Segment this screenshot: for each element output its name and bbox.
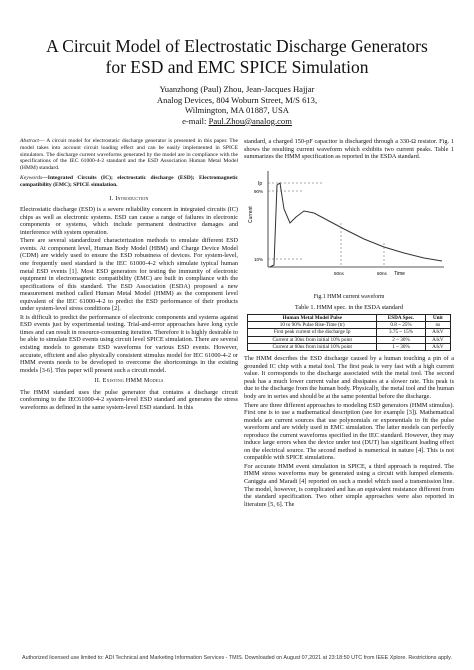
introduction-body: [20, 206, 238, 374]
ip-label: Ip: [258, 180, 263, 187]
y-axis-label: Current: [248, 205, 254, 223]
left-column: [20, 138, 238, 412]
abstract-text: — A circuit model for electrostatic discharge generator is presented in this paper. The model takes into account circuit loading effect and can be easily implemented in SPICE simulators. The discharge current waveforms generated by the model are in compliance with the specifications of the IEC 61000-4-2 standard and the ESD Association Human Metal Model (HMM) standard.: [20, 138, 238, 172]
table-cell: ns: [425, 322, 450, 329]
table-row: [248, 329, 451, 336]
table-row: [248, 343, 451, 350]
table-row: [248, 336, 451, 343]
keywords-text: —Integrated Circuits (IC); electrostatic discharge (ESD); Electromagnetic compatibility (EMC); SPICE simulation.: [20, 174, 238, 188]
table-cell: Current at 30ns from initial 10% point: [248, 336, 377, 343]
table-cell: 2 ~ 30%: [377, 336, 425, 343]
keywords: [20, 175, 238, 189]
intro-paragraph-3: It is difficult to predict the performance of electronic components and systems against ESD events just by experimental testing. Trial-and-error approaches have long cycle times and can result in resource-consuming iteration. Therefore it is highly desirable to be able to simulate ESD events using circuit level SPICE simulation. There are several existing models to generate ESD waveforms for various ESD events. However, accurate, efficient and also physically consistent stimulus model for IEC 61000-4-2 or HMM events needs to be developed to overcome the shortcomings in the existing models [3-6]. This paper will present such a circuit model.: [20, 313, 238, 374]
waveform-plot: [244, 163, 454, 293]
figure-caption: Fig.1 HMM current waveform: [313, 293, 385, 300]
abstract: [20, 138, 238, 172]
intro-paragraph-1: Electrostatic discharge (ESD) is a severe reliability concern in integrated circuits (IC) chips as well as electronic systems. ESD can cause a range of failures in electronic components or systems, which include permanent destructive damages and interference with system operation.: [20, 206, 238, 236]
table-cell: A/kV: [425, 336, 450, 343]
author-affiliation: Analog Devices, 804 Woburn Street, M/S 613,: [156, 94, 318, 105]
hmm-waveform-figure: [244, 163, 454, 293]
hmm-paragraph: The HMM standard uses the pulse generator that contains a discharge circuit conforming to the IEC61000-4-2 system-level ESD standard and generates the stress waveforms as defined in the same system-level ESD standard. In this: [20, 388, 238, 411]
ninety-percent-label: 90%: [254, 188, 264, 194]
x-axis-label: Time: [394, 270, 405, 277]
title-line-2: for ESD and EMC SPICE Simulation: [105, 57, 369, 77]
table-cell: 10 to 90% Pulse Rise-Time (tr): [248, 322, 377, 329]
fifty-ns-label: 50ns: [334, 270, 344, 276]
table-row: [248, 322, 451, 329]
right-paragraph-2: There are three different approaches to modeling ESD generators (HMM stimulus). First one is to use a mathematical description (see for example [3]). Mathematical models are current sources that use polynomials or exponentials to fit the pulse waveform and are widely used in EMC simulation. The latter models can perfectly reproduce the current waveforms specified in the IEC standard. However, they may induce large errors when the device under test (DUT) has significant loading effect on the electrical source. The second method is numerical in nature [4]. This is not compatible with SPICE simulations.: [244, 401, 454, 462]
right-paragraph-3: For accurate HMM event simulation in SPICE, a third approach is required. The HMM stress waveforms may be generated using a circuit with lumped elements. Caniggia and Maradi [4] reported on such a model which used a transmission line. The model, however, is complicated and has an equivalent resistance different from the standard specification. Two other simple approaches were also reported in literature [5, 6]. The: [244, 462, 454, 508]
table-header-row: [248, 314, 451, 321]
table-caption: Table 1. HMM spec. in the ESDA standard: [294, 304, 404, 312]
author-names: Yuanzhong (Paul) Zhou, Jean-Jacques Hajjar: [159, 84, 315, 94]
right-body: [244, 355, 454, 508]
table-cell: 0.8 ~ 25%: [377, 322, 425, 329]
table-cell: A/kV: [425, 329, 450, 336]
email-prefix: e-mail:: [182, 115, 209, 126]
current-waveform-curve: [270, 183, 442, 267]
abstract-label: Abstract: [20, 138, 39, 144]
author-email-line: [20, 116, 454, 127]
table-header-cell: Unit: [425, 314, 450, 321]
table-cell: Current at 60ns from initial 10% point: [248, 343, 377, 350]
section-heading-existing-hmm-models: II. Existing HMM Models: [94, 377, 164, 385]
hmm-spec-table: [247, 314, 451, 351]
section-heading-introduction: I. Introduction: [109, 194, 149, 202]
table-cell: 3.75 ~ 15%: [377, 329, 425, 336]
author-block: [20, 84, 454, 126]
table-cell: A/kV: [425, 343, 450, 350]
table-cell: 1 ~ 30%: [377, 343, 425, 350]
right-top-paragraph: standard, a charged 150-pF capacitor is discharged through a 330-Ω resistor. Fig. 1 shows the resulting current waveform which exhibits two current peaks. Table 1 summarizes the HMM specification as reported in the ESDA standard.: [244, 138, 454, 161]
table-header-cell: Human Metal Model Pulse: [248, 314, 377, 321]
table-cell: First peak current of the discharge Ip: [248, 329, 377, 336]
keywords-label: Keywords: [20, 174, 43, 181]
right-paragraph-1: The HMM describes the ESD discharge caused by a human touching a pin of a grounded IC chip with a metal tool. The first peak is very fast with a high current value. It corresponds to the discharge associated with the metal tool. The second peak has a much lower current value and dissipates at a slower rate. This peak is due to the discharge from the human body. Physically, the metal tool and the human body are in series and should be at the same potential before the discharge.: [244, 355, 454, 400]
ten-percent-label: 10%: [254, 256, 264, 262]
table-header-cell: ESDA Spec.: [377, 314, 425, 321]
intro-paragraph-2: There are several standardized characterization methods to emulate different ESD events. At component level, Human Body Model (HBM) and Charge Device Model (CDM) are widely used to ensure the ESD robustness of devices. For system-level, one frequently used standard is the IEC 61000-4-2 which simulate typical human metal ESD events [1]. Most ESD generators for testing the immunity of electronic equipment in electromagnetic compatibility (EMC) are built in compliance with the specifications of this standard. The ESD Association (ESDA) proposed a new measurement method called Human Metal Model (HMM) as the component level equivalent of the IEC 61000-4-2 to predict the ESD performance of their products under system-level stress conditions [2].: [20, 237, 238, 313]
paper-title: [20, 36, 454, 78]
author-address: Wilmington, MA 01887, USA: [185, 105, 289, 116]
title-line-1: A Circuit Model of Electrostatic Discharge Generators: [46, 36, 428, 56]
license-footer: Authorized licensed use limited to: ADI Technical and Marketing Information Services - TMIS. Downloaded on August 07,2021 at 23:18:50 UTC from IEEE Xplore. Restrictions apply.: [22, 655, 452, 661]
right-column: [244, 138, 454, 509]
email-link[interactable]: Paul.Zhou@analog.com: [208, 115, 292, 126]
sixty-ns-label: 60ns: [377, 270, 387, 276]
hmm-section-body: [20, 389, 238, 412]
